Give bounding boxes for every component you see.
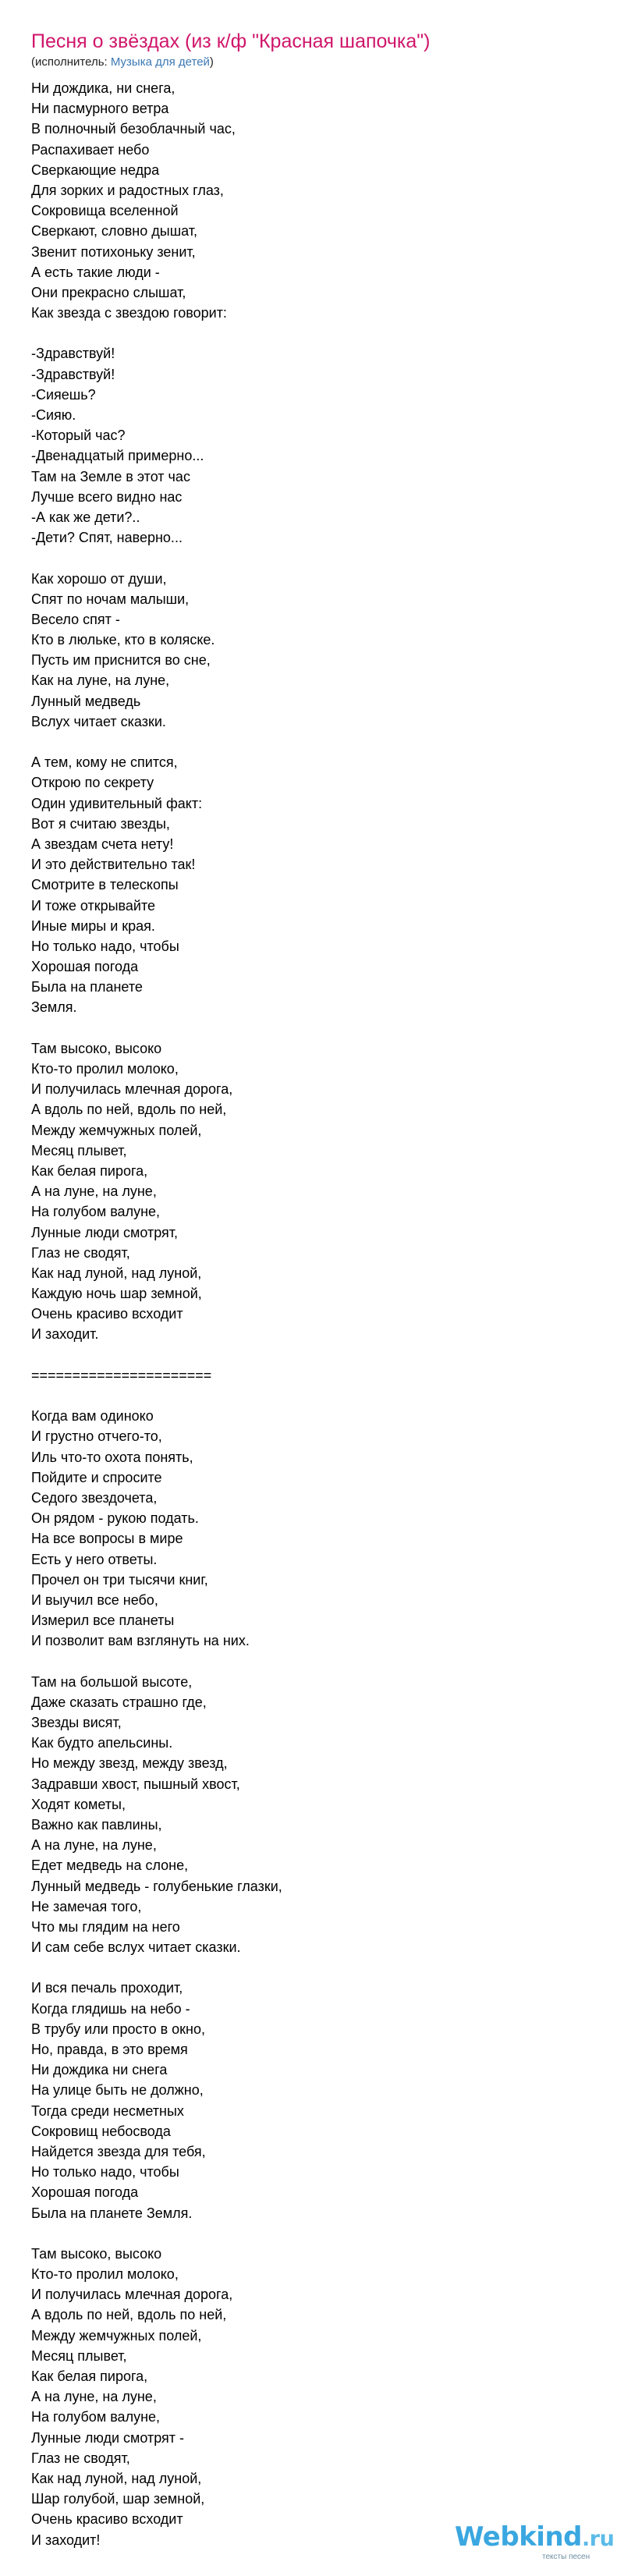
lyric-line: Кто-то пролил молоко, bbox=[31, 1061, 179, 1077]
lyric-line: Вслух читает сказки. bbox=[31, 713, 166, 729]
lyric-line: На голубом валуне, bbox=[31, 2409, 161, 2425]
lyric-line: А на луне, на луне, bbox=[31, 2389, 157, 2405]
lyric-line: Там на Земле в этот час bbox=[31, 468, 190, 484]
performer-suffix: ) bbox=[209, 55, 214, 69]
lyric-line: Как над луной, над луной, bbox=[31, 1265, 202, 1281]
lyric-line: Один удивительный факт: bbox=[31, 795, 203, 811]
lyric-line bbox=[31, 732, 593, 752]
lyric-line bbox=[31, 1345, 593, 1365]
lyric-line: Как над луной, над луной, bbox=[31, 2470, 202, 2486]
lyric-line: На все вопросы в мире bbox=[31, 1531, 183, 1547]
lyric-line: Есть у него ответы. bbox=[31, 1551, 158, 1567]
lyric-line: Задравши хвост, пышный хвост, bbox=[31, 1776, 240, 1792]
lyric-line bbox=[31, 1957, 593, 1978]
lyric-line: Для зорких и радостных глаз, bbox=[31, 182, 224, 198]
lyric-line: Прочел он три тысячи книг, bbox=[31, 1571, 208, 1588]
lyric-line: Шар голубой, шар земной, bbox=[31, 2491, 205, 2507]
lyric-line: Сокровища вселенной bbox=[31, 203, 179, 219]
lyric-line: И это действительно так! bbox=[31, 857, 196, 873]
lyric-line: Но между звезд, между звезд, bbox=[31, 1755, 228, 1772]
lyric-line: И вся печаль проходит, bbox=[31, 1980, 183, 1996]
lyric-line: -Который час? bbox=[31, 428, 126, 444]
lyric-line: Между жемчужных полей, bbox=[31, 1122, 202, 1138]
song-title: Песня о звёздах (из к/ф "Красная шапочка") bbox=[31, 30, 431, 52]
lyric-line: И тоже открывайте bbox=[31, 897, 156, 914]
lyric-line: Между жемчужных полей, bbox=[31, 2327, 202, 2344]
lyric-line: Очень красиво всходит bbox=[31, 2511, 183, 2528]
lyric-line: Лунный медведь bbox=[31, 693, 141, 709]
lyric-line: Едет медведь на слоне, bbox=[31, 1857, 189, 1874]
lyric-line: Пойдите и спросите bbox=[31, 1469, 162, 1485]
lyric-line: -А как же дети?.. bbox=[31, 509, 140, 525]
performer-line bbox=[31, 55, 214, 69]
lyric-line bbox=[31, 1386, 593, 1406]
lyric-line: Когда глядишь на небо - bbox=[31, 2000, 190, 2017]
lyric-line: Была на планете Земля. bbox=[31, 2205, 193, 2221]
logo-text bbox=[455, 2521, 619, 2555]
logo-tagline: тексты песен bbox=[542, 2553, 590, 2561]
lyric-line: Земля. bbox=[31, 999, 77, 1016]
lyric-line: Звезды висят, bbox=[31, 1715, 122, 1730]
webkind-logo[interactable] bbox=[455, 2521, 619, 2568]
lyric-line: Каждую ночь шар земной, bbox=[31, 1286, 202, 1302]
logo-tld: .ru bbox=[582, 2527, 615, 2551]
lyric-line: -Двенадцатый примерно... bbox=[31, 448, 204, 464]
lyric-line: Иные миры и края. bbox=[31, 917, 155, 934]
lyric-line: Но только надо, чтобы bbox=[31, 938, 179, 954]
lyric-line: Ни пасмурного ветра bbox=[31, 101, 169, 117]
lyric-line: Ходят кометы, bbox=[31, 1796, 126, 1812]
lyric-line: Была на планете bbox=[31, 979, 143, 995]
lyric-line: Тогда среди несметных bbox=[31, 2102, 184, 2119]
lyric-line: А на луне, на луне, bbox=[31, 1183, 157, 1200]
lyric-line: И получилась млечная дорога, bbox=[31, 2287, 233, 2303]
lyric-line: Как звезда с звездою говорит: bbox=[31, 305, 227, 321]
lyric-line: Как на луне, на луне, bbox=[31, 672, 170, 689]
performer-prefix: (исполнитель: bbox=[31, 55, 111, 69]
lyric-line: Важно как павлины, bbox=[31, 1816, 162, 1833]
lyric-line bbox=[31, 2223, 593, 2244]
lyric-line: И получилась млечная дорога, bbox=[31, 1081, 233, 1098]
lyric-line: Сокровищ небосвода bbox=[31, 2123, 171, 2139]
lyric-line: Там высоко, высоко bbox=[31, 1040, 162, 1056]
lyric-line bbox=[31, 1651, 593, 1671]
lyric-line: А звездам счета нету! bbox=[31, 836, 174, 852]
lyric-line: На улице быть не должно, bbox=[31, 2082, 204, 2099]
lyric-line: Пусть им приснится во сне, bbox=[31, 652, 211, 669]
lyric-line bbox=[31, 1018, 593, 1038]
lyric-line: Лунные люди смотрят, bbox=[31, 1224, 179, 1240]
lyric-line: Кто в люльке, кто в коляске. bbox=[31, 632, 215, 648]
lyric-line: -Здравствуй! bbox=[31, 346, 115, 362]
lyric-line: Звенит потихоньку зенит, bbox=[31, 243, 196, 260]
lyric-line bbox=[31, 323, 593, 343]
performer-link[interactable]: Музыка для детей bbox=[110, 55, 210, 69]
lyric-line: -Сияешь? bbox=[31, 386, 96, 403]
lyric-line: Как хорошо от души, bbox=[31, 570, 167, 587]
lyric-line: А на луне, на луне, bbox=[31, 1837, 157, 1854]
lyric-line: Весело спят - bbox=[31, 611, 120, 627]
lyric-line: Как будто апельсины. bbox=[31, 1735, 173, 1751]
lyric-line: Но только надо, чтобы bbox=[31, 2164, 179, 2180]
lyric-line: Как белая пирога, bbox=[31, 2368, 148, 2384]
lyric-line: -Дети? Спят, наверно... bbox=[31, 530, 183, 546]
lyric-line: Измерил все планеты bbox=[31, 1613, 175, 1629]
lyric-line: Лунные люди смотрят - bbox=[31, 2429, 185, 2446]
lyric-line: Иль что-то охота понять, bbox=[31, 1449, 193, 1465]
lyric-line: Вот я считаю звезды, bbox=[31, 815, 170, 832]
lyric-line: Что мы глядим на него bbox=[31, 1918, 180, 1935]
lyric-line: Лунный медведь - голубенькие глазки, bbox=[31, 1878, 282, 1894]
lyric-line: Смотрите в телескопы bbox=[31, 877, 179, 893]
lyric-line: Как белая пирога, bbox=[31, 1162, 148, 1179]
lyric-line: Сверкают, словно дышат, bbox=[31, 223, 197, 240]
lyric-line: И заходит. bbox=[31, 1326, 99, 1343]
lyric-line: А есть такие люди - bbox=[31, 264, 160, 280]
lyric-line: Очень красиво всходит bbox=[31, 1306, 183, 1322]
lyric-line: На голубом валуне, bbox=[31, 1204, 161, 1220]
lyric-line: Он рядом - рукою подать. bbox=[31, 1510, 199, 1527]
lyric-line: Лучше всего видно нас bbox=[31, 488, 183, 505]
logo-name: Webkind bbox=[455, 2521, 582, 2553]
lyric-line: В полночный безоблачный час, bbox=[31, 121, 236, 137]
lyric-line: Сверкающие недра bbox=[31, 161, 160, 178]
lyric-line: А вдоль по ней, вдоль по ней, bbox=[31, 1102, 227, 1118]
lyric-line: И сам себе вслух читает сказки. bbox=[31, 1939, 241, 1956]
lyrics-block bbox=[31, 78, 593, 2550]
lyric-line: Даже сказать страшно где, bbox=[31, 1694, 207, 1710]
lyric-line: Когда вам одиноко bbox=[31, 1408, 154, 1425]
lyric-line: Ни дождика ни снега bbox=[31, 2062, 168, 2078]
lyric-line: Месяц плывет, bbox=[31, 2347, 127, 2364]
lyric-line: И позволит вам взглянуть на них. bbox=[31, 1633, 250, 1649]
lyric-line: Ни дождика, ни снега, bbox=[31, 80, 176, 96]
lyric-line: Они прекрасно слышат, bbox=[31, 284, 186, 300]
lyric-line: И грустно отчего-то, bbox=[31, 1428, 162, 1445]
lyric-line: Глаз не сводят, bbox=[31, 1244, 130, 1261]
lyric-line: В трубу или просто в окно, bbox=[31, 2021, 206, 2037]
lyric-line: Там высоко, высоко bbox=[31, 2245, 162, 2262]
lyric-line: Спят по ночам малыши, bbox=[31, 591, 190, 607]
lyric-line: ====================== bbox=[31, 1367, 212, 1383]
lyric-line: Найдется звезда для тебя, bbox=[31, 2143, 206, 2159]
lyric-line: Седого звездочета, bbox=[31, 1489, 158, 1506]
lyric-line: -Здравствуй! bbox=[31, 366, 115, 382]
lyric-line: Там на большой высоте, bbox=[31, 1673, 193, 1690]
lyric-line: Не замечая того, bbox=[31, 1898, 142, 1914]
lyric-line: Распахивает небо bbox=[31, 141, 150, 158]
lyric-line: Хорошая погода bbox=[31, 2184, 139, 2201]
lyric-line: Но, правда, в это время bbox=[31, 2042, 188, 2057]
lyric-line bbox=[31, 548, 593, 568]
lyric-line: И выучил все небо, bbox=[31, 1591, 158, 1608]
lyric-line: Открою по секрету bbox=[31, 775, 154, 791]
lyric-line: -Сияю. bbox=[31, 407, 76, 423]
lyric-line: Кто-то пролил молоко, bbox=[31, 2266, 179, 2283]
lyric-line: А тем, кому не спится, bbox=[31, 754, 178, 771]
lyric-line: Хорошая погода bbox=[31, 959, 139, 975]
lyric-line: Глаз не сводят, bbox=[31, 2450, 130, 2466]
lyric-line: А вдоль по ней, вдоль по ней, bbox=[31, 2307, 227, 2323]
lyric-line: Месяц плывет, bbox=[31, 1142, 127, 1158]
lyric-line: И заходит! bbox=[31, 2532, 101, 2548]
